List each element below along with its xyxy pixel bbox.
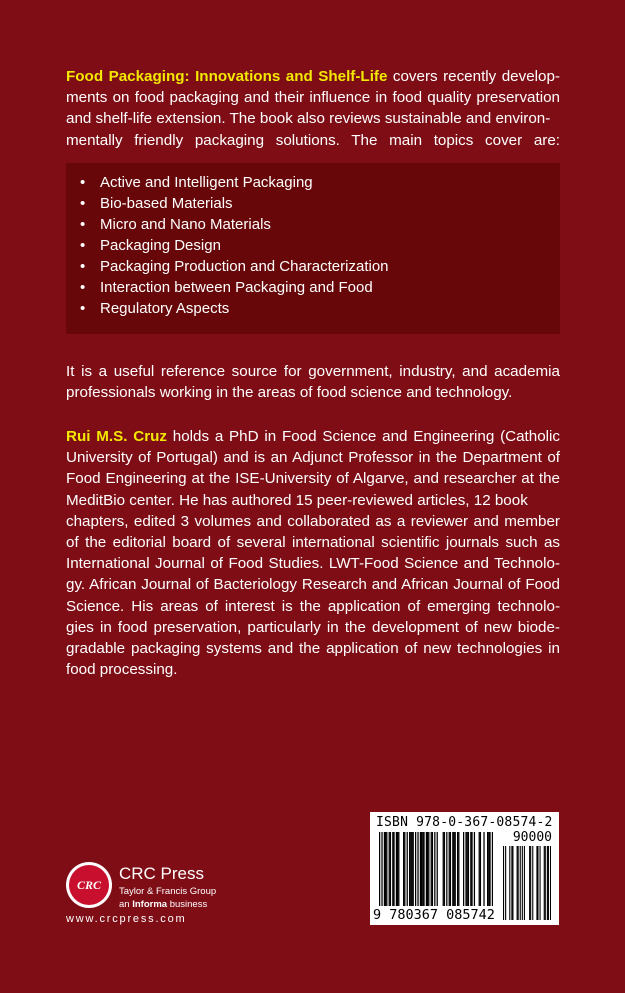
crc-logo-icon xyxy=(66,862,112,908)
topic-item: • Packaging Production and Characterization xyxy=(66,256,560,277)
barcode-bar xyxy=(524,846,525,920)
barcode-bar xyxy=(423,832,424,906)
barcode-bar xyxy=(488,832,489,906)
barcode-bar xyxy=(431,832,432,906)
barcode-bar xyxy=(518,846,519,920)
intro-line-1: Food Packaging: Innovations and Shelf-Life covers recently develop- xyxy=(66,68,560,85)
bio-line: food processing. xyxy=(66,661,178,679)
barcode-bar xyxy=(509,846,510,920)
bio-line: Science. His areas of interest is the application of emerging technolo- xyxy=(66,597,560,615)
bio-line: MeditBio center. He has authored 15 peer-reviewed articles, 12 book xyxy=(66,491,528,509)
barcode-bar xyxy=(548,846,549,920)
barcode-bar xyxy=(411,832,412,906)
barcode-bar xyxy=(417,832,418,906)
barcode-bar xyxy=(450,832,451,906)
bio-line: of the editorial board of several international scientific journals such as xyxy=(66,534,560,552)
bio-line: gradable packaging systems and the application of new technologies in xyxy=(66,640,560,658)
barcode-addon-bars xyxy=(503,846,551,920)
barcode-bar xyxy=(428,832,429,906)
barcode-bars xyxy=(379,832,493,906)
bio-line: chapters, edited 3 volumes and collaborated as a reviewer and member xyxy=(66,512,560,530)
barcode-bar xyxy=(467,832,468,906)
barcode-bar xyxy=(532,846,533,920)
barcode-bar xyxy=(550,846,551,920)
barcode-bar xyxy=(413,832,414,906)
barcode-bar xyxy=(458,832,459,906)
bio-line: gy. African Journal of Bacteriology Research and African Journal of Food xyxy=(66,576,560,594)
barcode-bar xyxy=(437,832,438,906)
barcode-bar xyxy=(422,832,423,906)
barcode-bar xyxy=(483,832,484,906)
barcode-bar xyxy=(379,832,380,906)
bio-line: University of Portugal) and is an Adjunct Professor in the Department of xyxy=(66,449,560,467)
barcode-bar xyxy=(390,832,391,906)
bio-line: Food Engineering at the ISE-University of Algarve, and researcher at the xyxy=(66,470,560,488)
topic-item: • Micro and Nano Materials xyxy=(66,214,560,235)
barcode-bar xyxy=(487,832,488,906)
usefulness-line-2: professionals working in the areas of food science and technology. xyxy=(66,384,513,402)
barcode-bar xyxy=(505,846,506,920)
barcode-bar xyxy=(547,846,548,920)
publisher-name: CRC Press xyxy=(119,864,205,883)
barcode-bar xyxy=(517,846,518,920)
bio-line: gies in food preservation, particularly in the development of new biode- xyxy=(66,618,560,636)
barcode-bar xyxy=(420,832,421,906)
barcode-bar xyxy=(479,832,480,906)
barcode-bar xyxy=(463,832,464,906)
publisher-group: Taylor & Francis Group xyxy=(119,886,217,897)
barcode-bar xyxy=(511,846,512,920)
intro-line-4: mentally friendly packaging solutions. The main topics cover are: xyxy=(66,131,560,149)
barcode-bar xyxy=(415,832,416,906)
barcode-bar xyxy=(392,832,393,906)
author-name: Rui M.S. Cruz xyxy=(66,428,167,445)
isbn-text: ISBN 978-0-367-08574-2 xyxy=(376,815,553,830)
barcode-bar xyxy=(492,832,493,906)
bio-line-1: Rui M.S. Cruz holds a PhD in Food Science and Engineering (Catholic xyxy=(66,428,561,445)
barcode-bar xyxy=(470,832,471,906)
bio-line: International Journal of Food Studies. LWT-Food Science and Technolo- xyxy=(66,555,560,573)
barcode-bar xyxy=(520,846,521,920)
barcode-bar xyxy=(489,832,490,906)
barcode-bar xyxy=(403,832,404,906)
barcode-bar xyxy=(410,832,411,906)
barcode-bar xyxy=(427,832,428,906)
topic-item: • Interaction between Packaging and Food xyxy=(66,277,560,298)
barcode-bar xyxy=(512,846,513,920)
barcode-bar xyxy=(529,846,530,920)
intro-paragraph xyxy=(66,66,560,151)
barcode-bar xyxy=(457,832,458,906)
barcode-bar xyxy=(444,832,445,906)
barcode-bar xyxy=(421,832,422,906)
barcode-bar xyxy=(452,832,453,906)
barcode-bar xyxy=(545,846,546,920)
ean-text: 9 780367 085742 xyxy=(373,907,495,923)
barcode-bar xyxy=(471,832,472,906)
barcode-bar xyxy=(397,832,398,906)
barcode-bar xyxy=(540,846,541,920)
barcode-addon-text: 90000 xyxy=(512,830,552,845)
barcode-bar xyxy=(398,832,399,906)
barcode-bar xyxy=(389,832,390,906)
barcode-bar xyxy=(409,832,410,906)
barcode-bar xyxy=(530,846,531,920)
book-title: Food Packaging: Innovations and Shelf-Life xyxy=(66,68,388,85)
barcode-bar xyxy=(434,832,435,906)
barcode-box xyxy=(370,812,559,925)
publisher-logo xyxy=(66,862,246,932)
usefulness-line-1: It is a useful reference source for government, industry, and academia xyxy=(66,363,560,380)
usefulness-paragraph xyxy=(66,361,560,403)
intro-line-3: and shelf-life extension. The book also reviews sustainable and environ- xyxy=(66,110,551,128)
topic-item: • Bio-based Materials xyxy=(66,193,560,214)
barcode-bar xyxy=(537,846,538,920)
barcode-bar xyxy=(443,832,444,906)
barcode-bar xyxy=(449,832,450,906)
topic-item: • Active and Intelligent Packaging xyxy=(66,172,560,193)
barcode-bar xyxy=(474,832,475,906)
barcode-bar xyxy=(393,832,394,906)
barcode-bar xyxy=(384,832,385,906)
topics-list xyxy=(66,163,560,319)
barcode-bar xyxy=(446,832,447,906)
barcode-bar xyxy=(468,832,469,906)
barcode-bar xyxy=(432,832,433,906)
barcode-bar xyxy=(404,832,405,906)
barcode-bar xyxy=(381,832,382,906)
barcode-bar xyxy=(536,846,537,920)
publisher-url: www.crcpress.com xyxy=(66,913,187,925)
publisher-informa: an Informa business xyxy=(119,899,208,910)
barcode-bar xyxy=(480,832,481,906)
barcode-bar xyxy=(396,832,397,906)
barcode-bar xyxy=(385,832,386,906)
crc-logo-mark: CRC xyxy=(69,865,109,905)
barcode-bar xyxy=(465,832,466,906)
topic-item: • Packaging Design xyxy=(66,235,560,256)
barcode-bar xyxy=(386,832,387,906)
barcode-bar xyxy=(455,832,456,906)
barcode-bar xyxy=(522,846,523,920)
barcode-bar xyxy=(407,832,408,906)
barcode-bar xyxy=(426,832,427,906)
topic-item: • Regulatory Aspects xyxy=(66,298,560,319)
barcode-bar xyxy=(544,846,545,920)
barcode-bar xyxy=(503,846,504,920)
intro-line-2: ments on food packaging and their influence in food quality preservation xyxy=(66,89,560,107)
author-bio-paragraph xyxy=(66,426,560,680)
topics-box xyxy=(66,163,560,334)
barcode-bar xyxy=(453,832,454,906)
